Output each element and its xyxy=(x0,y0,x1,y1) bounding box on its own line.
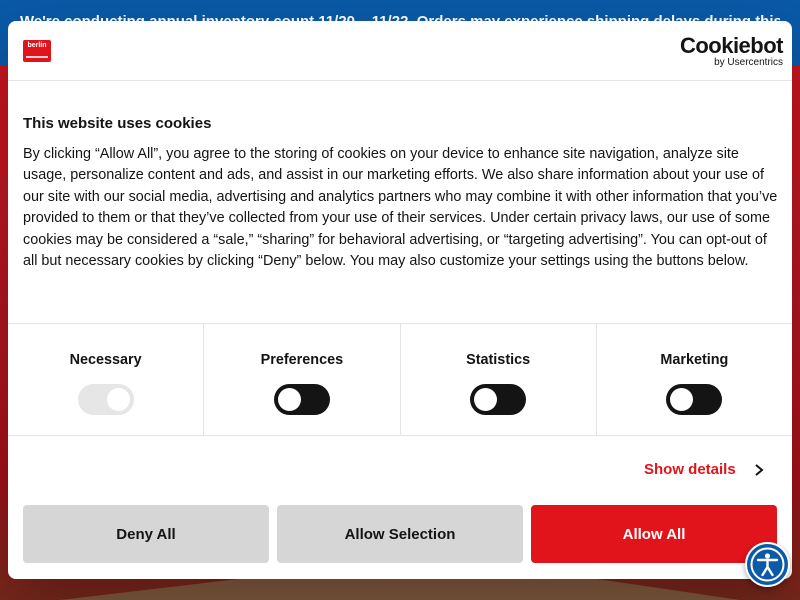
cookiebot-name: Cookiebot xyxy=(679,33,783,58)
dialog-body-text: By clicking “Allow All”, you agree to the storing of cookies on your device to enhance site navigation, analyze site usage, personalize content and ads, and assist in our marketing efforts. We also share information about your use of our site with our social media, advertising and analytics partners who may combine it with other information that you’ve provided to them or that they’ve collected from your use of their services. Under certain privacy laws, our use of some cookies may be considered a “sale,” “sharing” for behavioral advertising, or “targeting advertising”. You can opt-out of all but necessary cookies by clicking “Deny” below. You may also customize your settings using the buttons below. xyxy=(23,146,778,270)
dialog-header xyxy=(8,21,792,81)
marketing-toggle[interactable] xyxy=(666,384,722,415)
statistics-toggle[interactable] xyxy=(470,384,526,415)
necessary-toggle xyxy=(78,384,134,415)
toggle-knob xyxy=(278,388,301,411)
allow-all-button[interactable]: Allow All xyxy=(531,505,777,563)
consent-categories xyxy=(8,323,792,436)
toggle-knob xyxy=(107,388,130,411)
preferences-toggle[interactable] xyxy=(274,384,330,415)
toggle-knob xyxy=(670,388,693,411)
dialog-title: This website uses cookies xyxy=(23,115,212,132)
category-label: Preferences xyxy=(260,352,344,368)
cookiebot-logo[interactable] xyxy=(673,35,783,67)
accessibility-button[interactable] xyxy=(745,542,790,587)
toggle-knob xyxy=(474,388,497,411)
brand-logo xyxy=(23,40,51,62)
category-label: Marketing xyxy=(660,352,729,368)
category-necessary xyxy=(8,324,204,435)
category-preferences xyxy=(204,324,400,435)
brand-logo-text: berlin xyxy=(27,42,47,49)
category-label: Statistics xyxy=(466,352,531,368)
category-marketing xyxy=(597,324,792,435)
category-statistics xyxy=(401,324,597,435)
cookiebot-sub: by Usercentrics xyxy=(714,57,783,68)
cookie-consent-dialog xyxy=(8,21,792,579)
brand-logo-bar xyxy=(26,56,48,58)
show-details-link[interactable]: Show details xyxy=(644,461,736,478)
accessibility-icon xyxy=(747,544,788,585)
chevron-right-icon[interactable] xyxy=(752,463,766,477)
allow-selection-button[interactable]: Allow Selection xyxy=(277,505,523,563)
category-label: Necessary xyxy=(69,352,142,368)
deny-all-button[interactable]: Deny All xyxy=(23,505,269,563)
